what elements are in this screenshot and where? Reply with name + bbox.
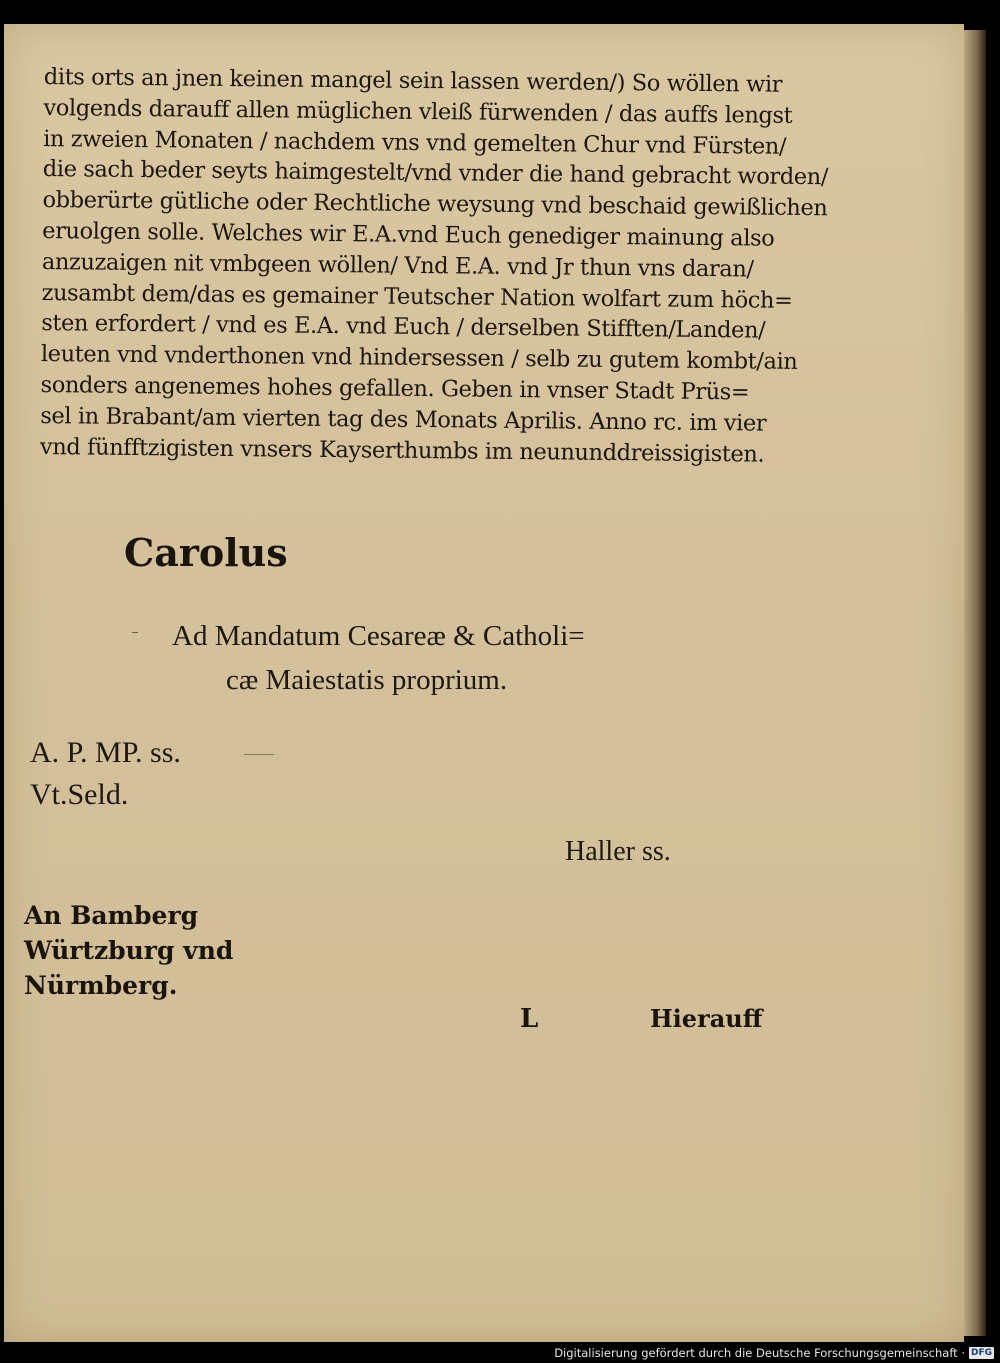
mandate-line: cæ Maiestatis proprium. [226, 664, 508, 696]
secretary-line: Vt.Seld. [30, 778, 129, 811]
addressee-line: Nürmberg. [24, 971, 178, 1000]
secretary-subscription [30, 732, 181, 816]
addressee-line: Würtzburg vnd [24, 936, 234, 965]
margin-mark [244, 754, 274, 755]
haller-subscription: Haller ss. [565, 836, 671, 867]
body-line: zusambt dem/das es gemainer Teutscher Nation wolfart zum höch= [41, 279, 793, 314]
addressee-block [24, 898, 233, 1003]
body-line: eruolgen solle. Welches wir E.A.vnd Euch genediger mainung also [42, 217, 775, 252]
body-line: sel in Brabant/am vierten tag des Monats Aprilis. Anno rc. im vier [40, 402, 767, 437]
body-line: anzuzaigen nit vmbgeen wöllen/ Vnd E.A. vnd Jr thun vns daran/ [41, 248, 754, 283]
catchword: Hierauff [650, 1004, 763, 1033]
body-line: volgends darauff allen müglichen vleiß fürwenden / das auffs lengst [43, 94, 793, 129]
secretary-line: A. P. MP. ss. [30, 736, 181, 769]
addressee-line: An Bamberg [24, 901, 199, 930]
body-line: sten erfordert / vnd es E.A. vnd Euch / derselben Stifften/Landen/ [41, 310, 766, 344]
margin-mark [132, 632, 138, 633]
body-text [39, 62, 829, 470]
dfg-logo: DFG [970, 1348, 992, 1358]
footer-credit [554, 1345, 994, 1361]
signature-mark: L [520, 1004, 539, 1034]
page-edge [964, 30, 986, 1336]
body-line: sonders angenemes hohes gefallen. Geben in vnser Stadt Prüs= [40, 371, 750, 406]
body-line: die sach beder seyts haimgestelt/vnd vnder die hand gebracht worden/ [42, 156, 829, 191]
mandate-formula [172, 614, 585, 702]
mandate-line: Ad Mandatum Cesareæ & Catholi= [172, 620, 585, 652]
imperial-signature: Carolus [124, 530, 288, 575]
body-line: in zweien Monaten / nachdem vns vnd gemelten Chur vnd Fürsten/ [43, 125, 787, 160]
body-line: vnd fünfftzigisten vnsers Kayserthumbs im neununddreissigisten. [39, 433, 765, 468]
footer-text: Digitalisierung gefördert durch die Deutsche Forschungsgemeinschaft · [554, 1346, 965, 1360]
body-line: leuten vnd vnderthonen vnd hindersessen / selb zu gutem kombt/ain [40, 341, 798, 376]
body-line: obberürte gütliche oder Rechtliche weysung vnd beschaid gewißlichen [42, 187, 828, 222]
body-line: dits orts an jnen keinen mangel sein lassen werden/) So wöllen wir [43, 63, 783, 98]
